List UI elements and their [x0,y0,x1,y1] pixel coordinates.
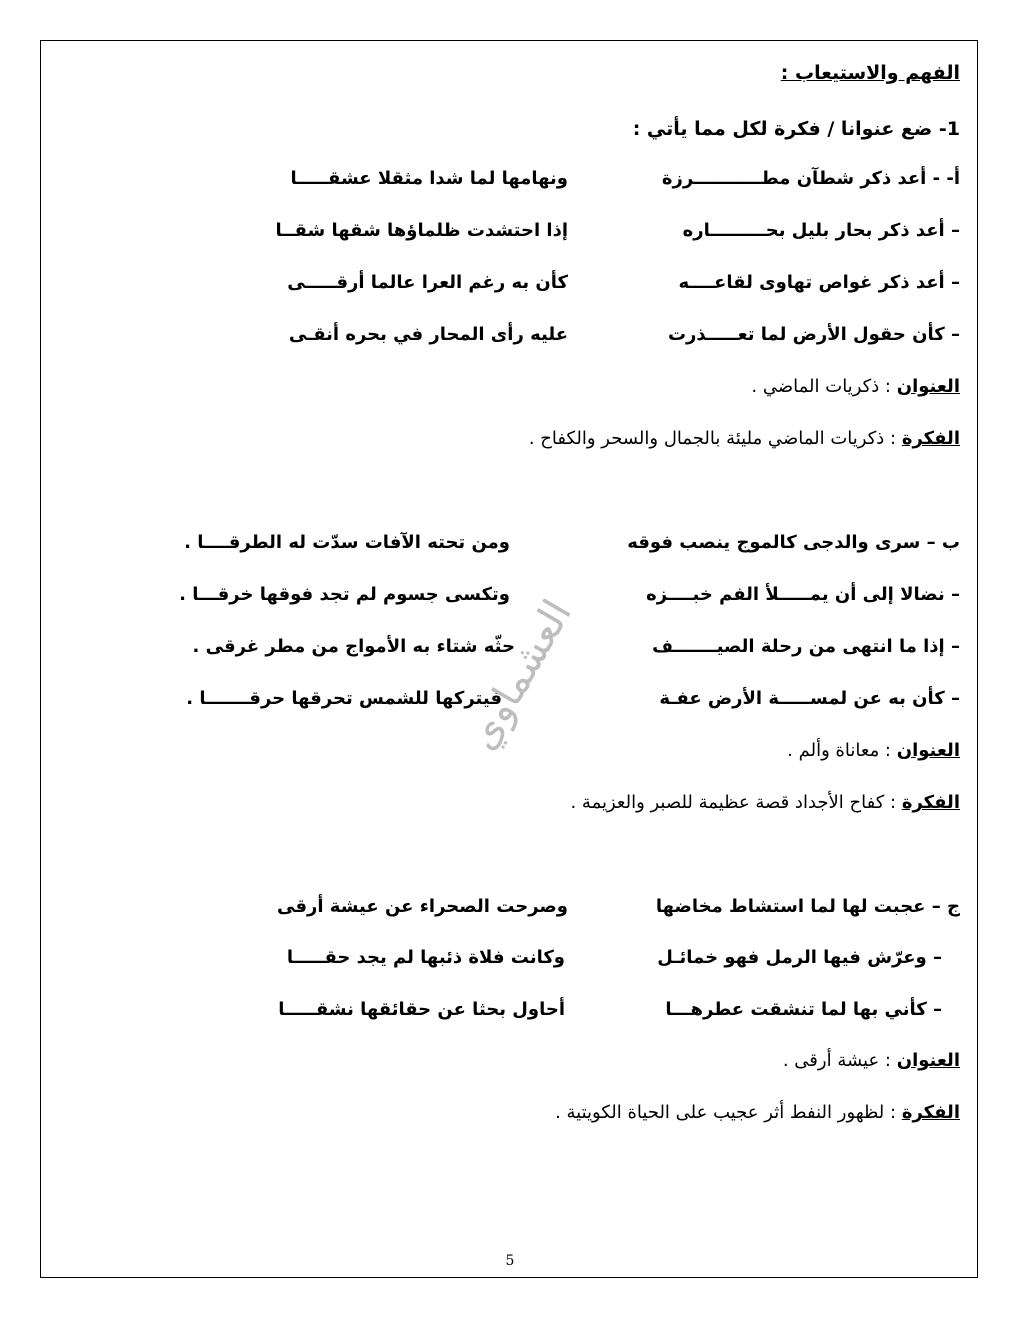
verse-b3-right: – إذا ما انتهى من رحلة الصيـــــــف [652,636,960,657]
verse-c3-right: – كأني بها لما تنشقت عطرهـــا [665,999,942,1020]
verse-a1-left: ونهامها لما شدا مثقلا عشقـــــا [290,168,568,189]
verse-b1-left: ومن تحته الآفات سدّت له الطرقــــا . [184,532,510,553]
title-b [787,740,960,761]
watermark: العشماوي [459,592,581,758]
verse-b2-right: – نضالا إلى أن يمـــــلأ الفم خبــــزه [646,584,960,605]
title-a-text: : ذكريات الماضي . [751,376,891,397]
idea-a [529,428,960,449]
verse-b1-right: ب – سرى والدجى كالموج ينصب فوقه [627,532,960,553]
verse-b3-left: حثّه شتاء به الأمواج من مطر غرقى . [192,636,515,657]
title-label: العنوان [896,740,960,761]
page-number: 5 [505,1253,515,1269]
idea-label: الفكرة [901,1102,960,1123]
title-label: العنوان [896,1050,960,1071]
verse-c1-left: وصرحت الصحراء عن عيشة أرقى [277,896,568,917]
idea-c [555,1102,960,1123]
idea-c-text: : لظهور النفط أثر عجيب على الحياة الكويتية . [555,1102,897,1123]
verse-c1-right: ج – عجبت لها لما استشاط مخاضها [655,896,960,917]
instruction: 1- ضع عنوانا / فكرة لكل مما يأتي : [632,118,960,140]
verse-a1-right: أ- - أعد ذكر شطآن مطـــــــــــرزة [661,168,960,189]
verse-a3-right: – أعد ذكر غواص تهاوى لقاعــــه [678,272,960,293]
verse-a2-right: – أعد ذكر بحار بليل بحـــــــــاره [682,220,960,241]
verse-b4-right: – كأن به عن لمســـــة الأرض عفـة [659,688,960,709]
idea-b-text: : كفاح الأجداد قصة عظيمة للصبر والعزيمة . [570,792,897,813]
verse-c3-left: أحاول بحثا عن حقائقها نشقـــــا [278,999,565,1020]
verse-a2-left: إذا احتشدت ظلماؤها شقها شقــا [275,220,568,241]
title-a [751,376,960,397]
title-c [783,1050,960,1071]
verse-a3-left: كأن به رغم العرا عالما أرقـــــى [287,272,568,293]
title-b-text: : معاناة وألم . [787,740,891,761]
verse-c2-right: – وعرّش فيها الرمل فهو خمائـل [657,947,942,968]
verse-b2-left: وتكسى جسوم لم تجد فوقها خرقـــا . [179,584,510,605]
title-c-text: : عيشة أرقى . [782,1050,891,1071]
idea-b [570,792,960,813]
idea-label: الفكرة [901,792,960,813]
idea-label: الفكرة [901,428,960,449]
verse-a4-left: عليه رأى المحار في بحره أنقـى [288,324,568,345]
section-heading: الفهم والاستيعاب : [780,62,960,84]
verse-c2-left: وكانت فلاة ذئبها لم يجد حقـــــا [286,947,565,968]
idea-a-text: : ذكريات الماضي مليئة بالجمال والسحر والكفاح . [528,428,897,449]
verse-a4-right: – كأن حقول الأرض لما تعـــــذرت [667,324,960,345]
verse-b4-left: فيتركها للشمس تحرقها حرقـــــــا . [186,688,502,709]
title-label: العنوان [896,376,960,397]
